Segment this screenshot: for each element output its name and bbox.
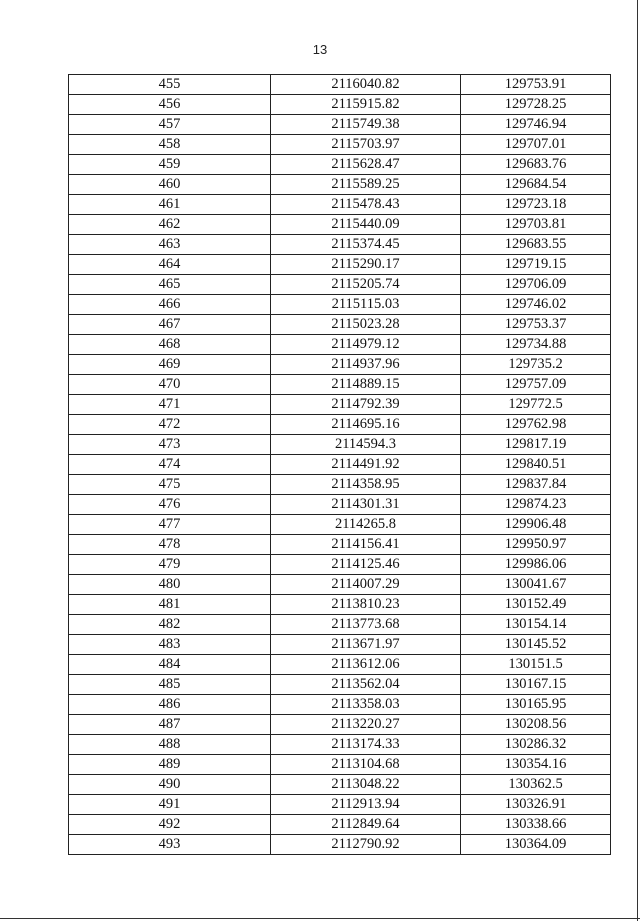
table-row (69, 375, 611, 395)
y-coordinate-cell: 129735.2 (461, 355, 611, 375)
point-number-cell: 458 (69, 135, 271, 155)
x-coordinate-cell: 2115915.82 (271, 95, 461, 115)
y-coordinate-cell: 130152.49 (461, 595, 611, 615)
point-number-cell: 456 (69, 95, 271, 115)
point-number-cell: 463 (69, 235, 271, 255)
point-number-cell: 481 (69, 595, 271, 615)
y-coordinate-cell: 129734.88 (461, 335, 611, 355)
x-coordinate-cell: 2113220.27 (271, 715, 461, 735)
y-coordinate-cell: 129703.81 (461, 215, 611, 235)
point-number-cell: 485 (69, 675, 271, 695)
point-number-cell: 461 (69, 195, 271, 215)
x-coordinate-cell: 2114979.12 (271, 335, 461, 355)
table-row (69, 275, 611, 295)
point-number-cell: 466 (69, 295, 271, 315)
y-coordinate-cell: 129723.18 (461, 195, 611, 215)
x-coordinate-cell: 2115115.03 (271, 295, 461, 315)
point-number-cell: 487 (69, 715, 271, 735)
x-coordinate-cell: 2115023.28 (271, 315, 461, 335)
table-row (69, 455, 611, 475)
table-row (69, 115, 611, 135)
x-coordinate-cell: 2114301.31 (271, 495, 461, 515)
y-coordinate-cell: 129746.94 (461, 115, 611, 135)
table-row (69, 315, 611, 335)
x-coordinate-cell: 2113612.06 (271, 655, 461, 675)
y-coordinate-cell: 130041.67 (461, 575, 611, 595)
x-coordinate-cell: 2115290.17 (271, 255, 461, 275)
table-row (69, 715, 611, 735)
x-coordinate-cell: 2113104.68 (271, 755, 461, 775)
point-number-cell: 474 (69, 455, 271, 475)
y-coordinate-cell: 129683.76 (461, 155, 611, 175)
x-coordinate-cell: 2115628.47 (271, 155, 461, 175)
x-coordinate-cell: 2113174.33 (271, 735, 461, 755)
table-row (69, 615, 611, 635)
table-row (69, 515, 611, 535)
point-number-cell: 491 (69, 795, 271, 815)
x-coordinate-cell: 2114156.41 (271, 535, 461, 555)
y-coordinate-cell: 129684.54 (461, 175, 611, 195)
point-number-cell: 465 (69, 275, 271, 295)
y-coordinate-cell: 129706.09 (461, 275, 611, 295)
point-number-cell: 472 (69, 415, 271, 435)
x-coordinate-cell: 2112790.92 (271, 835, 461, 855)
point-number-cell: 483 (69, 635, 271, 655)
table-row (69, 575, 611, 595)
y-coordinate-cell: 129728.25 (461, 95, 611, 115)
point-number-cell: 471 (69, 395, 271, 415)
point-number-cell: 492 (69, 815, 271, 835)
y-coordinate-cell: 130145.52 (461, 635, 611, 655)
y-coordinate-cell: 129707.01 (461, 135, 611, 155)
table-row (69, 775, 611, 795)
point-number-cell: 470 (69, 375, 271, 395)
y-coordinate-cell: 129746.02 (461, 295, 611, 315)
y-coordinate-cell: 130154.14 (461, 615, 611, 635)
y-coordinate-cell: 129772.5 (461, 395, 611, 415)
x-coordinate-cell: 2113048.22 (271, 775, 461, 795)
point-number-cell: 459 (69, 155, 271, 175)
y-coordinate-cell: 129986.06 (461, 555, 611, 575)
table-row (69, 195, 611, 215)
table-row (69, 135, 611, 155)
x-coordinate-cell: 2112849.64 (271, 815, 461, 835)
table-row (69, 815, 611, 835)
x-coordinate-cell: 2113358.03 (271, 695, 461, 715)
point-number-cell: 482 (69, 615, 271, 635)
table-row (69, 435, 611, 455)
coordinate-table-body (69, 75, 611, 855)
y-coordinate-cell: 130364.09 (461, 835, 611, 855)
x-coordinate-cell: 2114125.46 (271, 555, 461, 575)
x-coordinate-cell: 2114358.95 (271, 475, 461, 495)
x-coordinate-cell: 2114695.16 (271, 415, 461, 435)
point-number-cell: 455 (69, 75, 271, 95)
point-number-cell: 486 (69, 695, 271, 715)
y-coordinate-cell: 129719.15 (461, 255, 611, 275)
point-number-cell: 464 (69, 255, 271, 275)
table-row (69, 755, 611, 775)
point-number-cell: 475 (69, 475, 271, 495)
point-number-cell: 467 (69, 315, 271, 335)
table-row (69, 535, 611, 555)
y-coordinate-cell: 130338.66 (461, 815, 611, 835)
y-coordinate-cell: 129762.98 (461, 415, 611, 435)
x-coordinate-cell: 2114792.39 (271, 395, 461, 415)
x-coordinate-cell: 2115205.74 (271, 275, 461, 295)
y-coordinate-cell: 130354.16 (461, 755, 611, 775)
table-row (69, 75, 611, 95)
y-coordinate-cell: 129837.84 (461, 475, 611, 495)
y-coordinate-cell: 129753.37 (461, 315, 611, 335)
point-number-cell: 479 (69, 555, 271, 575)
point-number-cell: 476 (69, 495, 271, 515)
x-coordinate-cell: 2114937.96 (271, 355, 461, 375)
point-number-cell: 480 (69, 575, 271, 595)
table-row (69, 475, 611, 495)
point-number-cell: 462 (69, 215, 271, 235)
table-row (69, 215, 611, 235)
point-number-cell: 469 (69, 355, 271, 375)
y-coordinate-cell: 130167.15 (461, 675, 611, 695)
point-number-cell: 489 (69, 755, 271, 775)
x-coordinate-cell: 2113810.23 (271, 595, 461, 615)
table-row (69, 335, 611, 355)
y-coordinate-cell: 130151.5 (461, 655, 611, 675)
x-coordinate-cell: 2114594.3 (271, 435, 461, 455)
table-row (69, 655, 611, 675)
table-row (69, 795, 611, 815)
page-edge-bottom (0, 918, 640, 919)
x-coordinate-cell: 2115374.45 (271, 235, 461, 255)
y-coordinate-cell: 130165.95 (461, 695, 611, 715)
table-row (69, 695, 611, 715)
point-number-cell: 457 (69, 115, 271, 135)
table-row (69, 95, 611, 115)
y-coordinate-cell: 129683.55 (461, 235, 611, 255)
table-row (69, 415, 611, 435)
x-coordinate-cell: 2114889.15 (271, 375, 461, 395)
table-row (69, 355, 611, 375)
y-coordinate-cell: 130208.56 (461, 715, 611, 735)
table-row (69, 555, 611, 575)
table-row (69, 675, 611, 695)
point-number-cell: 490 (69, 775, 271, 795)
point-number-cell: 473 (69, 435, 271, 455)
y-coordinate-cell: 130286.32 (461, 735, 611, 755)
x-coordinate-cell: 2115440.09 (271, 215, 461, 235)
y-coordinate-cell: 129757.09 (461, 375, 611, 395)
x-coordinate-cell: 2115703.97 (271, 135, 461, 155)
point-number-cell: 484 (69, 655, 271, 675)
table-row (69, 635, 611, 655)
table-row (69, 735, 611, 755)
table-row (69, 155, 611, 175)
table-row (69, 295, 611, 315)
x-coordinate-cell: 2114265.8 (271, 515, 461, 535)
y-coordinate-cell: 129840.51 (461, 455, 611, 475)
y-coordinate-cell: 129753.91 (461, 75, 611, 95)
point-number-cell: 468 (69, 335, 271, 355)
point-number-cell: 477 (69, 515, 271, 535)
page-number: 13 (312, 42, 328, 57)
point-number-cell: 460 (69, 175, 271, 195)
table-row (69, 595, 611, 615)
table-row (69, 235, 611, 255)
x-coordinate-cell: 2114491.92 (271, 455, 461, 475)
y-coordinate-cell: 129817.19 (461, 435, 611, 455)
x-coordinate-cell: 2115478.43 (271, 195, 461, 215)
table-row (69, 495, 611, 515)
x-coordinate-cell: 2113671.97 (271, 635, 461, 655)
table-row (69, 835, 611, 855)
point-number-cell: 493 (69, 835, 271, 855)
x-coordinate-cell: 2116040.82 (271, 75, 461, 95)
x-coordinate-cell: 2113562.04 (271, 675, 461, 695)
y-coordinate-cell: 130362.5 (461, 775, 611, 795)
page-edge-right (637, 0, 638, 921)
y-coordinate-cell: 129874.23 (461, 495, 611, 515)
x-coordinate-cell: 2115749.38 (271, 115, 461, 135)
coordinate-table (68, 74, 611, 855)
y-coordinate-cell: 130326.91 (461, 795, 611, 815)
y-coordinate-cell: 129906.48 (461, 515, 611, 535)
table-row (69, 175, 611, 195)
table-row (69, 255, 611, 275)
x-coordinate-cell: 2115589.25 (271, 175, 461, 195)
point-number-cell: 488 (69, 735, 271, 755)
x-coordinate-cell: 2114007.29 (271, 575, 461, 595)
x-coordinate-cell: 2113773.68 (271, 615, 461, 635)
y-coordinate-cell: 129950.97 (461, 535, 611, 555)
point-number-cell: 478 (69, 535, 271, 555)
x-coordinate-cell: 2112913.94 (271, 795, 461, 815)
table-row (69, 395, 611, 415)
